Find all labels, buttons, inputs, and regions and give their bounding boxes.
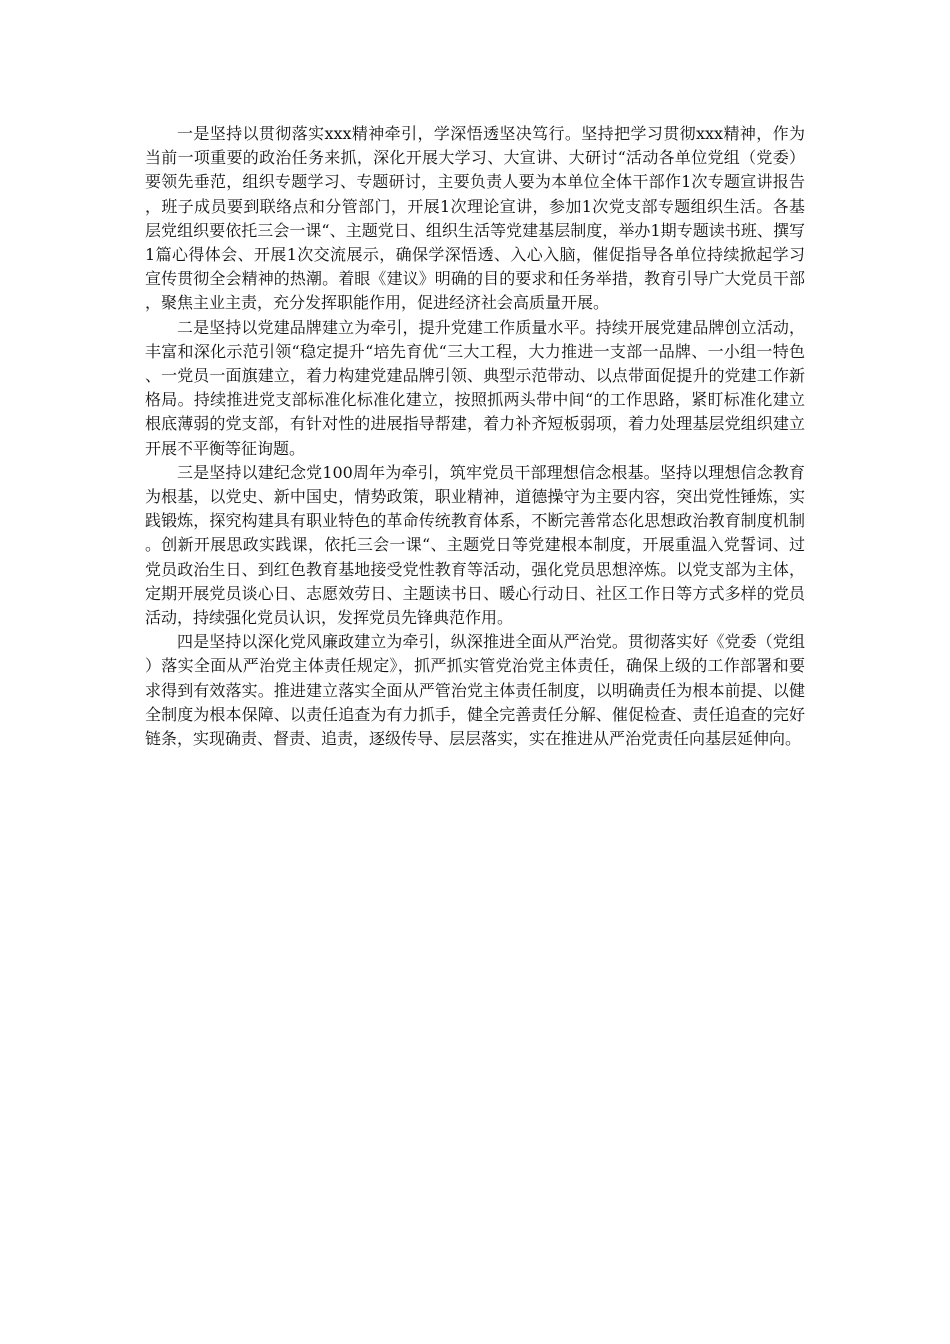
paragraph-2: 二是坚持以党建品牌建立为牵引，提升党建工作质量水平。持续开展党建品牌创立活动，丰富和深化示范引领“稳定提升“培先育优“三大工程，大力推进一支部一品牌、一小组一特色、一党员一面旗建立，着力构建党建品牌引领、典型示范带动、以点带面促提升的党建工作新格局。持续推进党支部标准化标准化建立，按照抓两头带中间“的工作思路，紧盯标准化建立根底薄弱的党支部，有针对性的进展指导帮建，着力补齐短板弱项，着力处理基层党组织建立开展不平衡等征询题。 (145, 317, 805, 458)
paragraph-3: 三是坚持以建纪念党100周年为牵引，筑牢党员干部理想信念根基。坚持以理想信念教育为根基，以党史、新中国史，情势政策，职业精神，道德操守为主要内容，突出党性锤炼，实践锻炼，探究构建具有职业特色的革命传统教育体系，不断完善常态化思想政治教育制度机制。创新开展思政实践课，依托三会一课“、主题党日等党建根本制度，开展重温入党誓词、过党员政治生日、到红色教育基地接受党性教育等活动，强化党员思想淬炼。以党支部为主体，定期开展党员谈心日、志愿效劳日、主题读书日、暖心行动日、社区工作日等方式多样的党员活动，持续强化党员认识，发挥党员先锋典范作用。 (145, 462, 805, 628)
paragraph-4: 四是坚持以深化党风廉政建立为牵引，纵深推进全面从严治党。贯彻落实好《党委（党组）落实全面从严治党主体责任规定》，抓严抓实管党治党主体责任，确保上级的工作部署和要求得到有效落实。推进建立落实全面从严管治党主体责任制度，以明确责任为根本前提、以健全制度为根本保障、以责任追查为有力抓手，健全完善责任分解、催促检查、责任追查的完好链条，实现确责、督责、追责，逐级传导、层层落实，实在推进从严治党责任向基层延伸向。 (145, 632, 805, 749)
paragraph-1: 一是坚持以贯彻落实xxx精神牵引，学深悟透坚决笃行。坚持把学习贯彻xxx精神，作为当前一项重要的政治任务来抓，深化开展大学习、大宣讲、大研讨“活动各单位党组（党委）要领先垂范，组织专题学习、专题研讨，主要负责人要为本单位全体干部作1次专题宣讲报告，班子成员要到联络点和分管部门，开展1次理论宣讲，参加1次党支部专题组织生活。各基层党组织要依托三会一课“、主题党日、组织生活等党建基层制度，举办1期专题读书班、撰写1篇心得体会、开展1次交流展示，确保学深悟透、入心入脑，催促指导各单位持续掀起学习宣传贯彻全会精神的热潮。着眼《建议》明确的目的要求和任务举措，教育引导广大党员干部，聚焦主业主责，充分发挥职能作用，促进经济社会高质量开展。 (145, 124, 805, 313)
document-body (145, 122, 805, 751)
